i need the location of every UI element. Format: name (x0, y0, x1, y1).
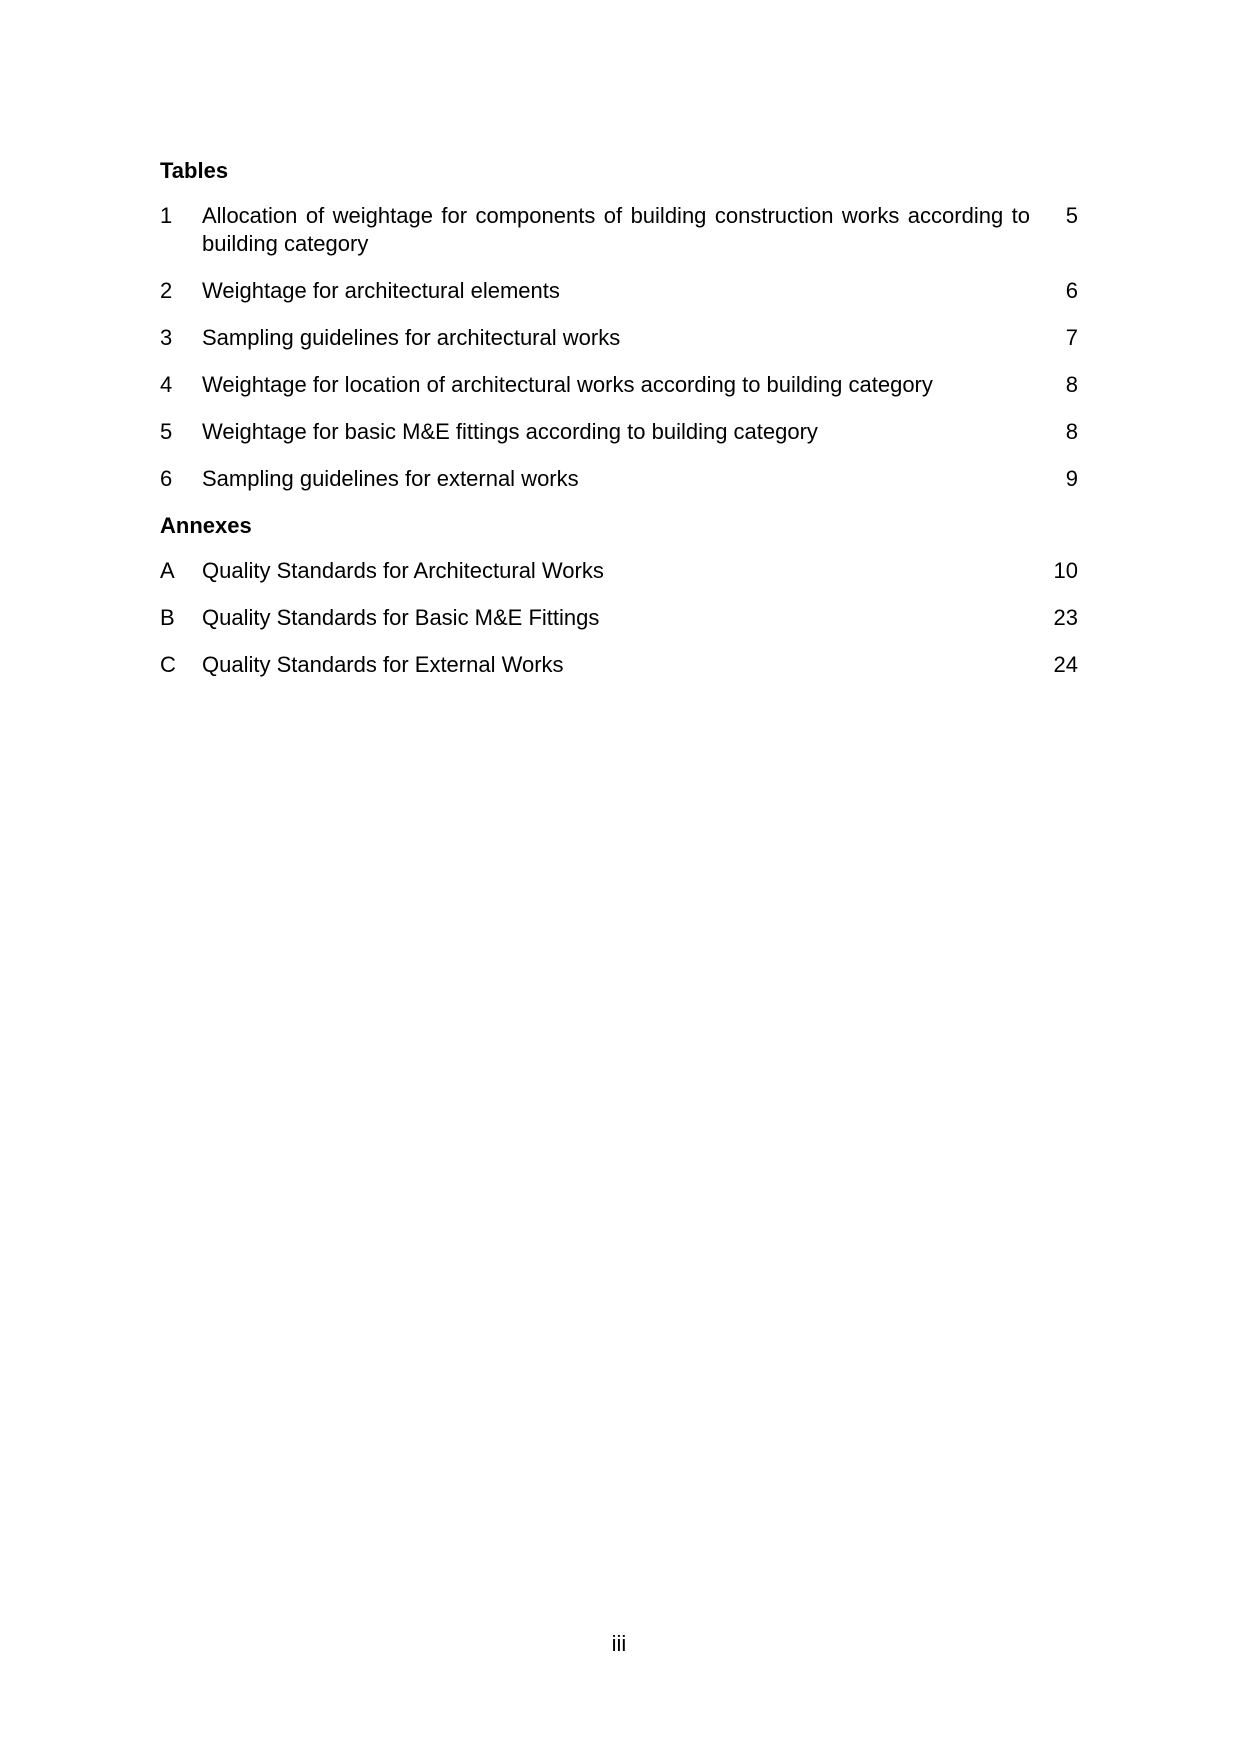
toc-entry-id: A (160, 558, 175, 583)
toc-entry (160, 324, 1078, 352)
toc-entry-title: Weightage for basic M&E fittings according to building category (202, 419, 818, 444)
toc-entry (160, 465, 1078, 493)
toc-section-rows (160, 202, 1078, 493)
toc-entry-page-number: 9 (1065, 466, 1078, 491)
toc-entry-page-number: 24 (1053, 652, 1078, 677)
toc-entry-id: C (160, 652, 176, 677)
toc-entry-page-number: 8 (1065, 372, 1078, 397)
toc-entry-id: 5 (160, 419, 173, 444)
toc-entry-title: Sampling guidelines for architectural works (202, 325, 621, 350)
toc-section (160, 157, 1078, 493)
toc-entry (160, 557, 1078, 585)
toc-entry-title: Quality Standards for Architectural Works (202, 558, 604, 583)
toc-entry-title: Weightage for location of architectural works according to building category (202, 372, 933, 397)
toc-entry-page-number: 8 (1065, 419, 1078, 444)
toc-entry-page-number: 6 (1065, 278, 1078, 303)
toc-section-heading: Tables (160, 158, 229, 183)
toc-entry-id: B (160, 605, 175, 630)
toc-entry-page-number: 7 (1065, 325, 1078, 350)
toc-entry-page-number: 23 (1053, 605, 1078, 630)
folio-page-number: iii (611, 1631, 627, 1656)
toc-section-rows (160, 557, 1078, 679)
toc-entry-id: 2 (160, 278, 173, 303)
toc-entry (160, 604, 1078, 632)
toc-entry-id: 4 (160, 372, 173, 397)
toc-section (160, 512, 1078, 679)
toc-entry (160, 651, 1078, 679)
toc-section-heading: Annexes (160, 513, 252, 538)
toc-entry-page-number: 5 (1065, 203, 1078, 228)
toc-entry-id: 6 (160, 466, 173, 491)
toc-entry-title: Quality Standards for Basic M&E Fittings (202, 605, 600, 630)
page-footer (160, 1630, 1078, 1658)
toc-entry-id: 3 (160, 325, 173, 350)
table-of-contents (160, 157, 1078, 698)
toc-entry-id: 1 (160, 203, 173, 228)
toc-entry (160, 202, 1078, 258)
toc-entry-title: Allocation of weightage for components of building construction works according to building category (202, 203, 1030, 256)
toc-entry (160, 418, 1078, 446)
toc-entry-page-number: 10 (1053, 558, 1078, 583)
toc-entry-title: Quality Standards for External Works (202, 652, 564, 677)
toc-entry (160, 371, 1078, 399)
toc-entry-title: Sampling guidelines for external works (202, 466, 579, 491)
toc-entry (160, 277, 1078, 305)
toc-entry-title: Weightage for architectural elements (202, 278, 560, 303)
